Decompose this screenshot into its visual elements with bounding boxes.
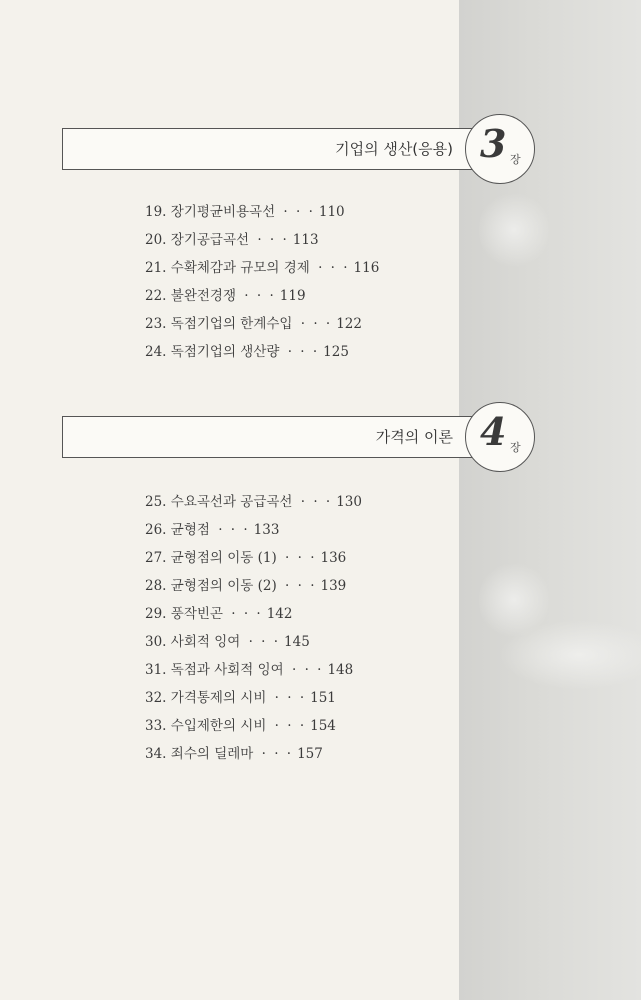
entry-page: 130 <box>336 494 362 510</box>
toc-entry <box>145 656 362 684</box>
toc-entry <box>145 488 362 516</box>
entry-title: 장기공급곡선 <box>170 232 250 248</box>
entry-dots: · · · <box>261 746 294 762</box>
entry-page: 119 <box>279 288 306 304</box>
entry-number: 29. <box>145 606 167 622</box>
entry-title: 수요곡선과 공급곡선 <box>170 494 293 510</box>
toc-list-chapter-4 <box>145 488 362 768</box>
entry-page: 148 <box>327 662 354 678</box>
entry-page: 142 <box>266 606 293 622</box>
entry-dots: · · · <box>285 550 317 566</box>
entry-page: 157 <box>297 746 323 762</box>
entry-title: 균형점의 이동 (2) <box>170 578 277 594</box>
toc-entry <box>145 684 362 712</box>
toc-entry <box>145 600 362 628</box>
entry-title: 독점기업의 생산량 <box>170 344 280 360</box>
entry-title: 가격통제의 시비 <box>170 690 267 706</box>
entry-number: 30. <box>145 634 167 650</box>
entry-number: 34. <box>145 746 167 762</box>
toc-entry <box>145 310 379 338</box>
entry-title: 독점과 사회적 잉여 <box>170 662 284 678</box>
entry-dots: · · · <box>285 578 317 594</box>
entry-number: 33. <box>145 718 167 734</box>
entry-number: 27. <box>145 550 167 566</box>
faded-chapter-mark <box>479 190 549 270</box>
entry-page: 122 <box>336 316 362 332</box>
entry-title: 독점기업의 한계수입 <box>170 316 293 332</box>
entry-number: 31. <box>145 662 167 678</box>
entry-dots: · · · <box>274 690 307 706</box>
entry-page: 125 <box>323 344 349 360</box>
entry-number: 21. <box>145 260 167 276</box>
chapter-badge-4 <box>465 402 535 472</box>
entry-dots: · · · <box>231 606 263 622</box>
entry-page: 110 <box>318 204 345 220</box>
entry-page: 116 <box>353 260 380 276</box>
entry-number: 28. <box>145 578 167 594</box>
entry-dots: · · · <box>318 260 350 276</box>
entry-number: 26. <box>145 522 167 538</box>
toc-entry <box>145 198 379 226</box>
toc-entry <box>145 740 362 768</box>
entry-dots: · · · <box>248 634 281 650</box>
entry-dots: · · · <box>274 718 307 734</box>
toc-entry <box>145 572 362 600</box>
entry-title: 균형점의 이동 (1) <box>170 550 277 566</box>
entry-page: 151 <box>310 690 336 706</box>
entry-title: 죄수의 딜레마 <box>170 746 254 762</box>
entry-page: 113 <box>292 232 319 248</box>
entry-page: 145 <box>284 634 310 650</box>
chapter-number: 3 <box>480 121 507 166</box>
entry-number: 23. <box>145 316 167 332</box>
entry-dots: · · · <box>300 316 333 332</box>
toc-entry <box>145 712 362 740</box>
entry-dots: · · · <box>300 494 333 510</box>
entry-title: 수입제한의 시비 <box>170 718 267 734</box>
toc-entry <box>145 282 379 310</box>
chapter-header-4 <box>62 416 482 458</box>
entry-page: 133 <box>253 522 280 538</box>
toc-entry <box>145 226 379 254</box>
entry-number: 20. <box>145 232 167 248</box>
entry-title: 수확체감과 규모의 경제 <box>170 260 310 276</box>
toc-entry <box>145 516 362 544</box>
entry-dots: · · · <box>218 522 250 538</box>
paper-fold <box>499 620 641 690</box>
entry-page: 139 <box>320 578 347 594</box>
entry-title: 불완전경쟁 <box>170 288 236 304</box>
entry-number: 32. <box>145 690 167 706</box>
chapter-title: 기업의 생산(응용) <box>335 140 453 158</box>
chapter-suffix: 장 <box>510 441 521 454</box>
entry-dots: · · · <box>287 344 320 360</box>
entry-title: 균형점 <box>170 522 210 538</box>
entry-dots: · · · <box>283 204 315 220</box>
entry-number: 22. <box>145 288 167 304</box>
entry-dots: · · · <box>244 288 276 304</box>
toc-entry <box>145 544 362 572</box>
entry-page: 154 <box>310 718 336 734</box>
chapter-header-3 <box>62 128 482 170</box>
chapter-title: 가격의 이론 <box>375 428 453 446</box>
chapter-badge-3 <box>465 114 535 184</box>
entry-dots: · · · <box>257 232 289 248</box>
entry-number: 25. <box>145 494 167 510</box>
chapter-number: 4 <box>480 409 507 454</box>
entry-title: 장기평균비용곡선 <box>170 204 276 220</box>
entry-page: 136 <box>320 550 347 566</box>
entry-number: 19. <box>145 204 167 220</box>
chapter-suffix: 장 <box>510 153 521 166</box>
entry-title: 풍작빈곤 <box>170 606 223 622</box>
toc-entry <box>145 628 362 656</box>
toc-list-chapter-3 <box>145 198 379 366</box>
toc-entry <box>145 338 379 366</box>
toc-entry <box>145 254 379 282</box>
entry-dots: · · · <box>292 662 324 678</box>
entry-number: 24. <box>145 344 167 360</box>
entry-title: 사회적 잉여 <box>170 634 241 650</box>
